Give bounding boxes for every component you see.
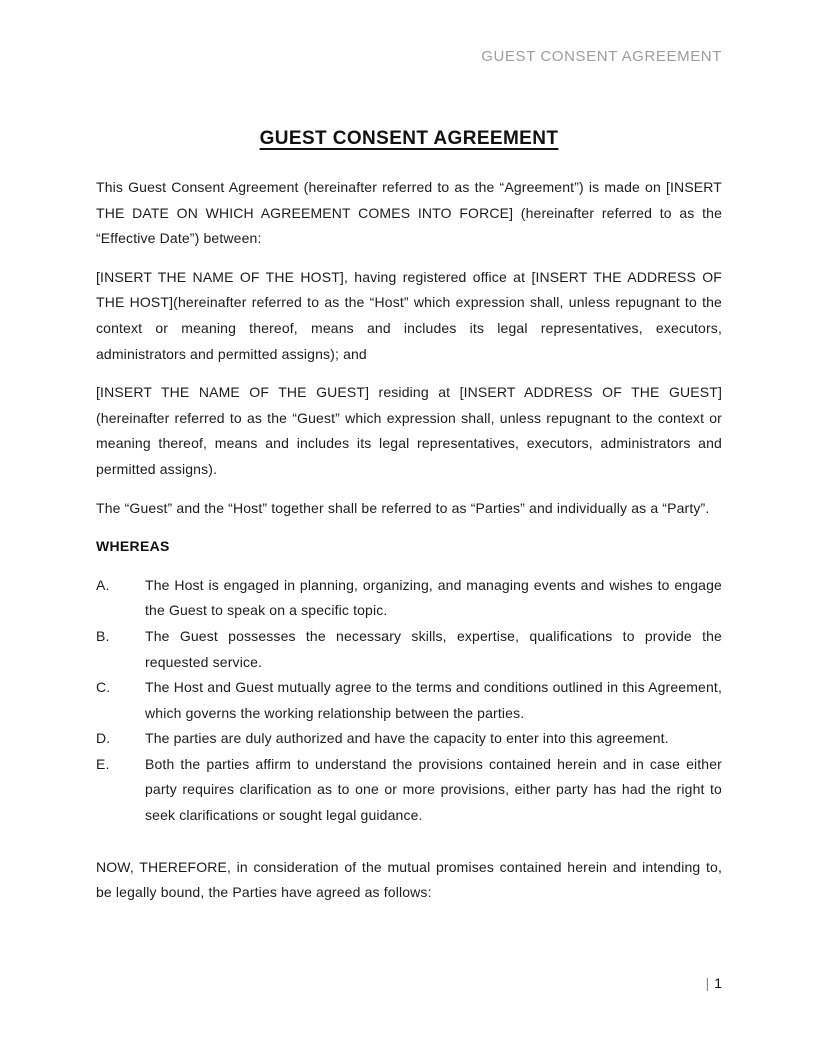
- document-title: [96, 127, 722, 151]
- recital-text: The Guest possesses the necessary skills, expertise, qualifications to provide the requested service.: [145, 627, 722, 670]
- page-number: [706, 971, 722, 997]
- recital-label: C.: [96, 679, 111, 696]
- recital-text: The Host and Guest mutually agree to the terms and conditions outlined in this Agreement, which governs the working relationship between the parties.: [145, 679, 722, 721]
- recitals-list: [96, 573, 722, 829]
- document-title-text: GUEST CONSENT AGREEMENT: [259, 128, 559, 149]
- recital-label: B.: [96, 627, 110, 644]
- whereas-heading: WHEREAS: [96, 538, 170, 555]
- paragraph-guest-clause: [INSERT THE NAME OF THE GUEST] residing at [INSERT ADDRESS OF THE GUEST] (hereinafter referred to as the “Guest” which expression shall, unless repugnant to the context or meaning thereof, means and includes its legal representatives, executors, administrators and permitted assigns).: [96, 384, 722, 477]
- recital-item-e: [96, 752, 722, 829]
- recital-text: Both the parties affirm to understand the provisions contained herein and in case either party requires clarification as to one or more provisions, either party has had the right to seek clarifications or sought legal guidance.: [145, 755, 722, 824]
- paragraph-intro: This Guest Consent Agreement (hereinafter referred to as the “Agreement”) is made on [INSERT THE DATE ON WHICH AGREEMENT COMES INTO FORCE] (hereinafter referred to as the “Effective Date”) between:: [96, 179, 722, 247]
- recital-label: A.: [96, 576, 110, 593]
- recital-item-d: [96, 726, 722, 752]
- recital-text: The Host is engaged in planning, organizing, and managing events and wishes to engage the Guest to speak on a specific topic.: [145, 576, 722, 619]
- recital-label: D.: [96, 730, 111, 747]
- recital-item-a: [96, 573, 722, 624]
- paragraph-host-clause: [INSERT THE NAME OF THE HOST], having registered office at [INSERT THE ADDRESS OF THE HOST](hereinafter referred to as the “Host” which expression shall, unless repugnant to the context or meaning thereof, means and includes its legal representatives, executors, administrators and permitted assigns); and: [96, 268, 722, 362]
- recital-text: The parties are duly authorized and have the capacity to enter into this agreement.: [145, 730, 669, 747]
- page-number-separator: |: [705, 975, 710, 991]
- paragraph-parties-clause: The “Guest” and the “Host” together shall be referred to as “Parties” and individually as a “Party”.: [96, 499, 710, 516]
- running-header: GUEST CONSENT AGREEMENT: [481, 48, 722, 65]
- paragraph-now-therefore: NOW, THEREFORE, in consideration of the mutual promises contained herein and intending to, be legally bound, the Parties have agreed as follows:: [96, 858, 722, 901]
- recital-item-c: [96, 675, 722, 726]
- recital-item-b: [96, 624, 722, 675]
- page-number-value: 1: [714, 975, 722, 991]
- recital-label: E.: [96, 755, 110, 772]
